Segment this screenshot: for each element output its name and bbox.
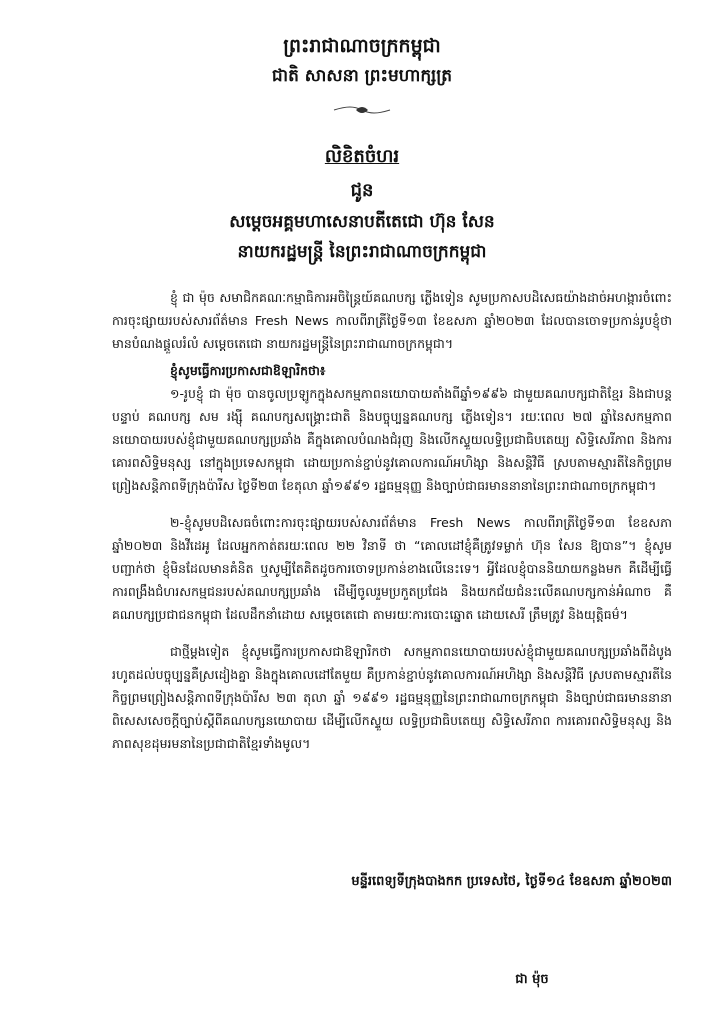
letter-body [112,286,672,755]
signatory-name: ជា ម៉ុច [515,972,549,987]
national-motto: ជាតិ សាសនា ព្រះមហាក្សត្រ [271,66,453,86]
recipient-title: នាយករដ្ឋមន្ត្រី នៃព្រះរាជាណាចក្រកម្ពុជា [237,242,487,262]
point-two-paragraph: ២-ខ្ញុំសូមបដិសេធចំពោះការចុះផ្សាយរបស់សារព័ត៌មាន Fresh News កាលពីរាត្រីថ្ងៃទី១៣ ខែឧសភា ឆ្នាំ២០២៣ និងវីដេអូ ដែលអ្នកកាត់តរយៈពេល ២២ វិនាទី ថា “គោលដៅខ្ញុំគឺត្រូវទម្លាក់ ហ៊ុន សែន ឱ្យបាន”។ ខ្ញុំសូមបញ្ជាក់ថា ខ្ញុំមិនដែលមានគំនិត ឬសូម្បីតែគិតដូចការចោទប្រកាន់ខាងលើនេះទេ។ អ្វីដែលខ្ញុំបាននិយាយកន្លងមក គឺដើម្បីធ្វើការពង្រឹងជំហរសកម្មជនរបស់គណបក្សប្រឆាំង ដើម្បីចូលរួមប្រកួតប្រជែង និងយកជ័យជំនះលើគណបក្សកាន់អំណាច គឺគណបក្សប្រជាជនកម្ពុជា ដែលដឹកនាំដោយ សម្តេចតេជោ តាមរយៈការបោះឆ្នោត ដោយសេរី ត្រឹមត្រូវ និងយុត្តិធម៌។ [112,515,672,622]
intro-paragraph: ខ្ញុំ ជា ម៉ុច សមាជិកគណៈកម្មាធិការអចិន្ត្រៃយ៍គណបក្ស ភ្លើងទៀន សូមប្រកាសបដិសេធយ៉ាងដាច់អហង្ការចំពោះការចុះផ្សាយរបស់សារព័ត៌មាន Fresh News កាលពីរាត្រីថ្ងៃទី១៣ ខែឧសភា ឆ្នាំ២០២៣ ដែលបានចោទប្រកាន់រូបខ្ញុំថា មានបំណងផ្តួលរំលំ សម្តេចតេជោ នាយករដ្ឋមន្ត្រីនៃព្រះរាជាណាចក្រកម្ពុជា។ [112,290,672,351]
document-title: លិខិតចំហរ [324,146,400,167]
place-and-date: មន្ទីរពេទ្យទីក្រុងបាងកក ប្រទេសថៃ, ថ្ងៃទី១៤ ខែឧសភា ឆ្នាំ២០២៣ [351,874,672,889]
point-one-paragraph: ១-រូបខ្ញុំ ជា ម៉ុច បានចូលប្រឡូកក្នុងសកម្មភាពនយោបាយតាំងពីឆ្នាំ១៩៩៦ ជាមួយគណបក្សជាតិខ្មែរ និងជាបន្តបន្ទាប់ គណបក្ស សម រង្ស៊ី គណបក្សសង្គ្រោះជាតិ និងបច្ចុប្បន្នគណបក្ស ភ្លើងទៀន។ រយៈពេល ២៧ ឆ្នាំនៃសកម្មភាពនយោបាយរបស់ខ្ញុំជាមួយគណបក្សប្រឆាំង គឺក្នុងគោលបំណងជំរុញ និងលើកស្ទួយលទ្ធិប្រជាធិបតេយ្យ សិទ្ធិសេរីភាព និងការគោរពសិទ្ធិមនុស្ស នៅក្នុងប្រទេសកម្ពុជា ដោយប្រកាន់ខ្ជាប់នូវគោលការណ៍អហិង្សា និងសន្តិវិធី ស្របតាមស្មារតីនៃកិច្ចព្រមព្រៀងសន្តិភាពទីក្រុងប៉ារីស ថ្ងៃទី២៣ ខែតុលា ឆ្នាំ១៩៩១ រដ្ឋធម្មនុញ្ញ និងច្បាប់ជាធរមាននានានៃព្រះរាជាណាចក្រកម្ពុជា។ [112,386,672,493]
divider-ornament-icon [332,104,392,116]
recipient-name: សម្តេចអគ្គមហាសេនាបតីតេជោ ហ៊ុន សែន [229,212,495,232]
kingdom-title: ព្រះរាជាណាចក្រកម្ពុជា [283,35,441,57]
letter-header [0,30,724,116]
closing-paragraph: ជាថ្មីម្តងទៀត ខ្ញុំសូមធ្វើការប្រកាសជាឱឡារិកថា សកម្មភាពនយោបាយរបស់ខ្ញុំជាមួយគណបក្សប្រឆាំងពីដំបូងរហូតដល់បច្ចុប្បន្នគឺស្រដៀងគ្នា និងក្នុងគោលដៅតែមួយ គឺប្រកាន់ខ្ជាប់នូវគោលការណ៍អហិង្សា និងសន្តិវិធី ស្របតាមស្មារតីនៃកិច្ចព្រមព្រៀងសន្តិភាពទីក្រុងប៉ារីស ២៣ តុលា ឆ្នាំ ១៩៩១ រដ្ឋធម្មនុញ្ញនៃព្រះរាជាណាចក្រកម្ពុជា និងច្បាប់ជាធរមាននានា ពិសេសសេចក្តីច្បាប់ស្តីពីគណបក្សនយោបាយ ដើម្បីលើកស្ទួយ លទ្ធិប្រជាធិបតេយ្យ សិទ្ធិសេរីភាព ការគោរពសិទ្ធិមនុស្ស និងភាពសុខដុមរមនានៃប្រជាជាតិខ្មែរទាំងមូល។ [112,644,672,751]
declaration-heading: ខ្ញុំសូមធ្វើការប្រកាសជាឱឡារិកថា៖ [170,363,326,378]
addressee-label: ជូន [350,180,374,201]
letter-title-block [0,142,724,266]
